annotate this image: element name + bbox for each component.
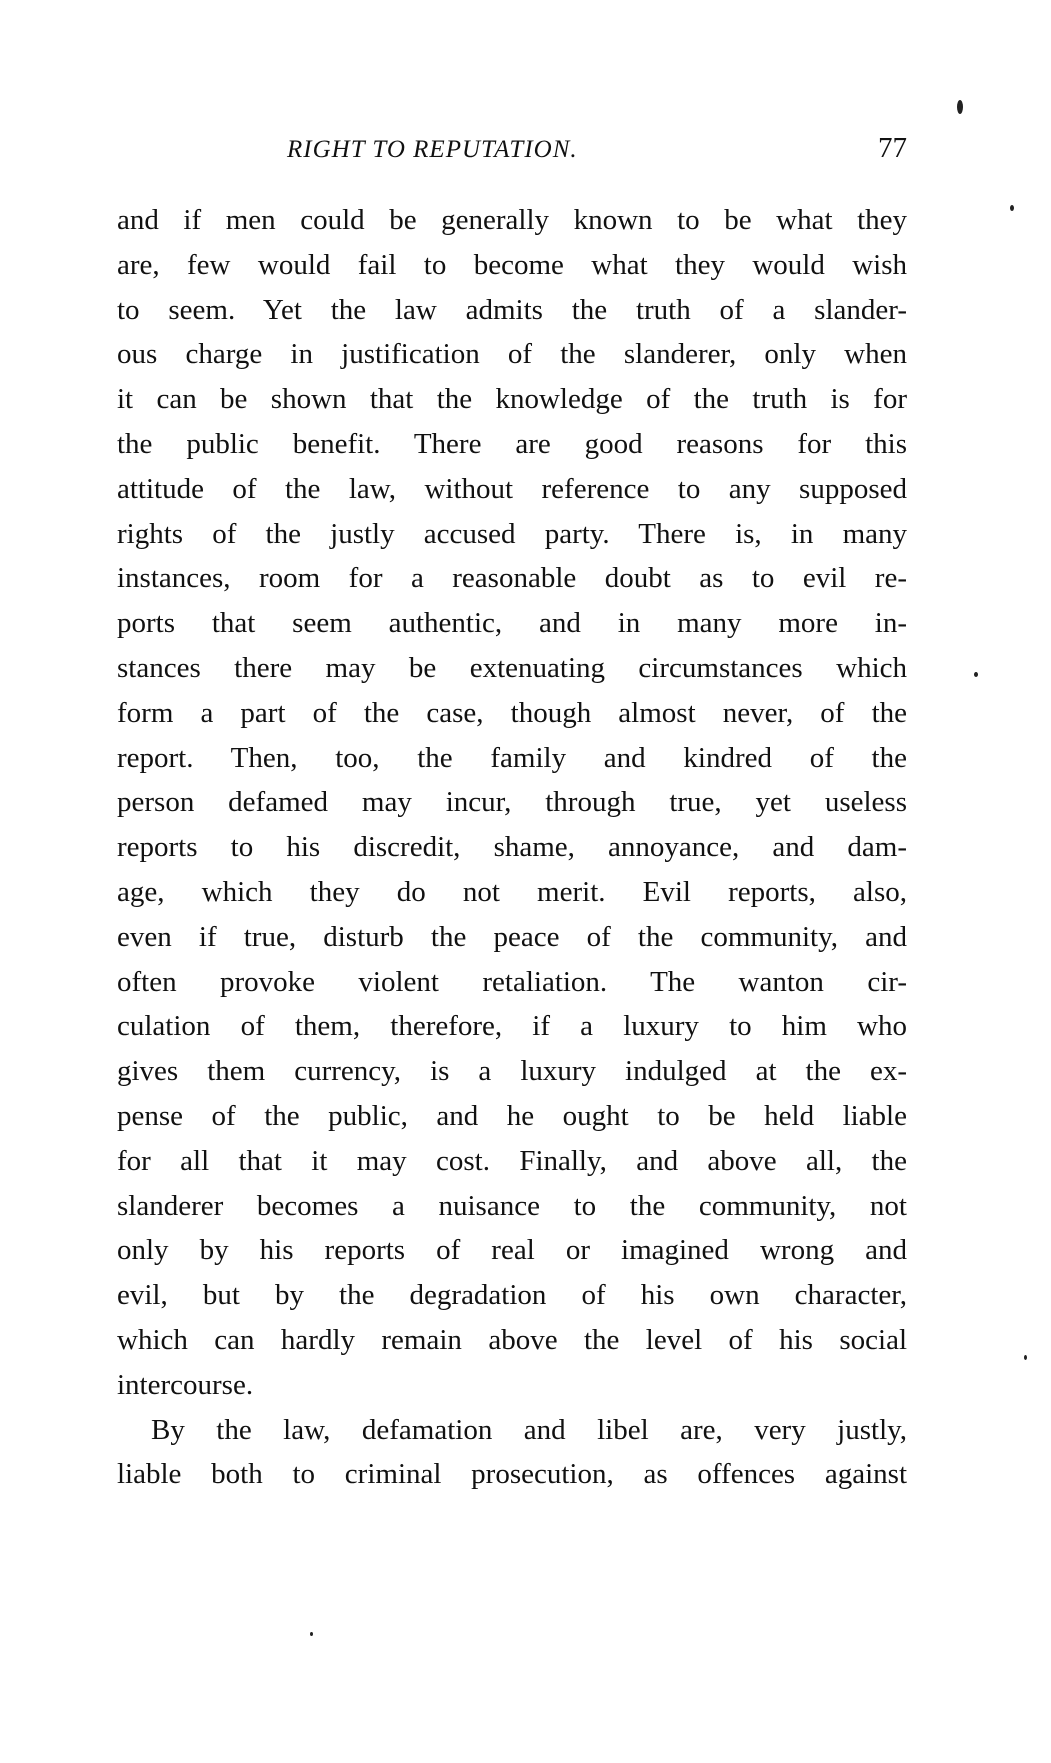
text-line: attitude of the law, without reference to any supposed	[117, 472, 907, 505]
text-line: culation of them, therefore, if a luxury to him who	[117, 1010, 907, 1043]
text-line: By the law, defamation and libel are, very justly,	[151, 1413, 907, 1446]
text-line: the public benefit. There are good reasons for this	[117, 427, 907, 460]
text-line: gives them currency, is a luxury indulged at the ex-	[117, 1055, 907, 1088]
text-line: age, which they do not merit. Evil reports, also,	[117, 875, 907, 908]
page-number: 77	[878, 132, 907, 164]
ink-speck	[1010, 205, 1014, 211]
ink-speck	[310, 1632, 313, 1636]
page-body	[117, 198, 907, 1497]
text-line: ports that seem authentic, and in many more in-	[117, 607, 907, 640]
text-line: ous charge in justification of the slanderer, only when	[117, 338, 907, 371]
text-line: liable both to criminal prosecution, as offences against	[117, 1458, 907, 1491]
text-line: intercourse.	[117, 1368, 254, 1401]
text-line: only by his reports of real or imagined wrong and	[117, 1234, 907, 1267]
text-line: it can be shown that the knowledge of the truth is for	[117, 383, 907, 416]
running-title: RIGHT TO REPUTATION.	[287, 136, 578, 163]
text-line: report. Then, too, the family and kindred of the	[117, 741, 907, 774]
ink-speck	[1024, 1355, 1027, 1360]
text-line: which can hardly remain above the level of his social	[117, 1323, 907, 1356]
text-line: and if men could be generally known to be what they	[117, 204, 907, 236]
text-line: to seem. Yet the law admits the truth of a slander-	[117, 293, 907, 326]
text-line: evil, but by the degradation of his own character,	[117, 1279, 907, 1312]
text-line: reports to his discredit, shame, annoyance, and dam-	[117, 831, 907, 864]
running-header	[117, 132, 907, 176]
text-line: are, few would fail to become what they would wish	[117, 248, 907, 281]
paragraph	[117, 198, 907, 1408]
text-line: slanderer becomes a nuisance to the community, not	[117, 1189, 907, 1222]
ink-speck	[957, 100, 963, 114]
ink-speck	[974, 672, 978, 677]
text-line: often provoke violent retaliation. The wanton cir-	[117, 965, 907, 998]
text-line: pense of the public, and he ought to be held liable	[117, 1099, 907, 1132]
text-line: for all that it may cost. Finally, and above all, the	[117, 1144, 907, 1177]
paragraph	[117, 1408, 907, 1498]
text-line: stances there may be extenuating circumstances which	[117, 651, 907, 684]
text-line: form a part of the case, though almost never, of the	[117, 696, 907, 729]
text-line: even if true, disturb the peace of the community, and	[117, 920, 907, 953]
text-line: instances, room for a reasonable doubt as to evil re-	[117, 562, 907, 595]
text-line: person defamed may incur, through true, yet useless	[117, 786, 907, 819]
text-line: rights of the justly accused party. There is, in many	[117, 517, 907, 550]
